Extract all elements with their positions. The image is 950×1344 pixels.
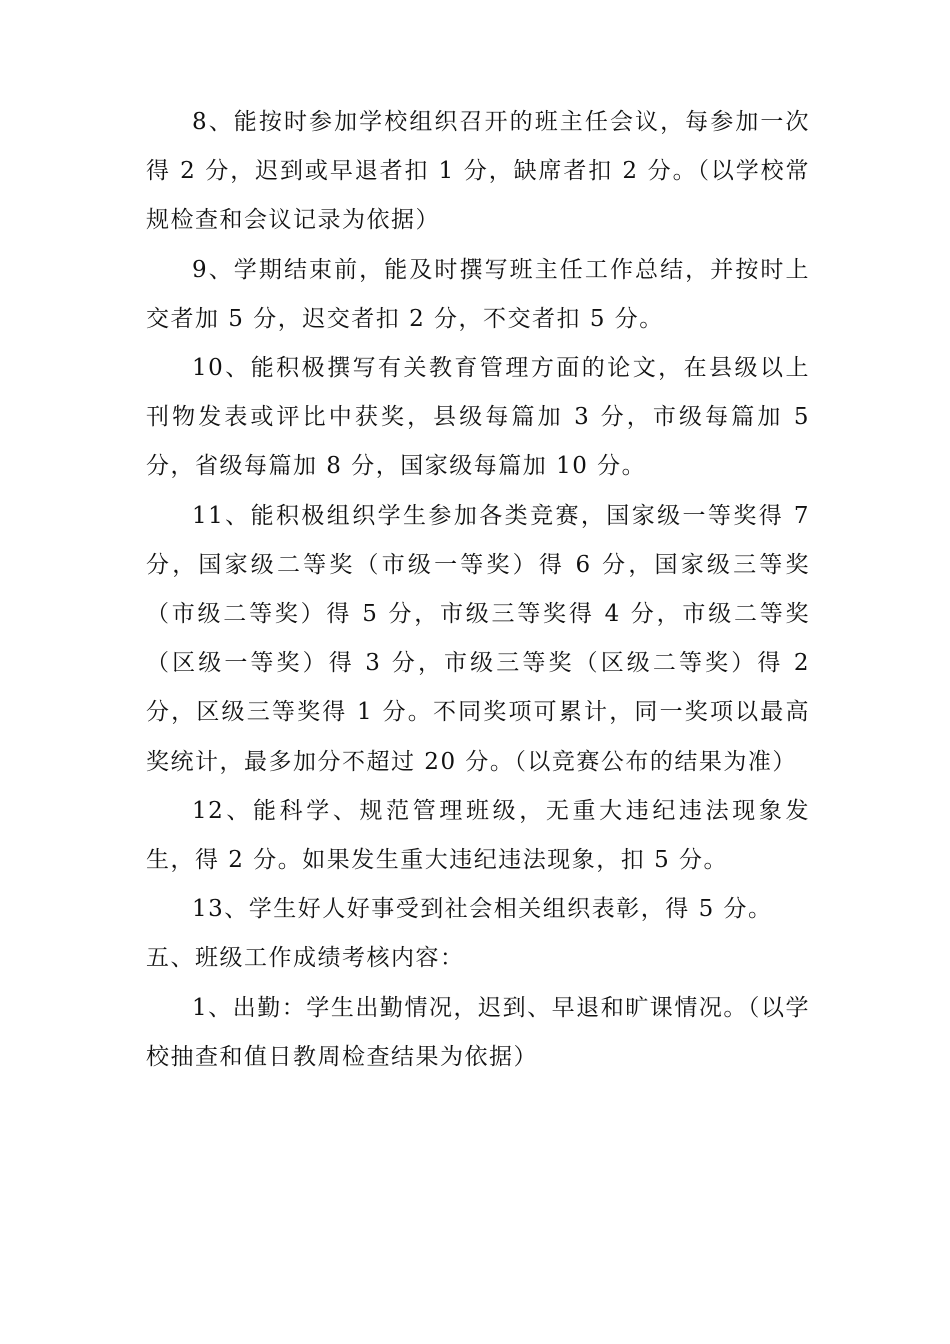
paragraph-item-12: 12、能科学、规范管理班级，无重大违纪违法现象发生，得 2 分。如果发生重大违纪违法现象，扣 5 分。 — [146, 797, 810, 874]
paragraph-attendance: 1、出勤：学生出勤情况，迟到、早退和旷课情况。（以学校抽查和值日教周检查结果为依据） — [146, 994, 810, 1070]
paragraph-item-9: 9、学期结束前，能及时撰写班主任工作总结，并按时上交者加 5 分，迟交者扣 2 分，不交者扣 5 分。 — [146, 256, 810, 332]
paragraph-item-11: 11、能积极组织学生参加各类竞赛，国家级一等奖得 7 分，国家级二等奖（市级一等奖）得 6 分，国家级三等奖（市级二等奖）得 5 分，市级三等奖得 4 分，市级二等奖（区级一等奖）得 3 分，市级三等奖（区级二等奖）得 2 分，区级三等奖得 1 分。不同奖项可累计，同一奖项以最高奖统计，最多加分不超过 20 分。（以竞赛公布的结果为准） — [146, 502, 810, 775]
paragraph-item-8: 8、能按时参加学校组织召开的班主任会议，每参加一次得 2 分，迟到或早退者扣 1 分，缺席者扣 2 分。（以学校常规检查和会议记录为依据） — [146, 109, 810, 234]
document-body — [146, 98, 810, 1082]
paragraph-item-13: 13、学生好人好事受到社会相关组织表彰，得 5 分。 — [192, 896, 773, 923]
paragraph-item-10: 10、能积极撰写有关教育管理方面的论文，在县级以上刊物发表或评比中获奖，县级每篇加 3 分，市级每篇加 5 分，省级每篇加 8 分，国家级每篇加 10 分。 — [146, 355, 810, 480]
section-heading-5: 五、班级工作成绩考核内容： — [146, 945, 465, 972]
